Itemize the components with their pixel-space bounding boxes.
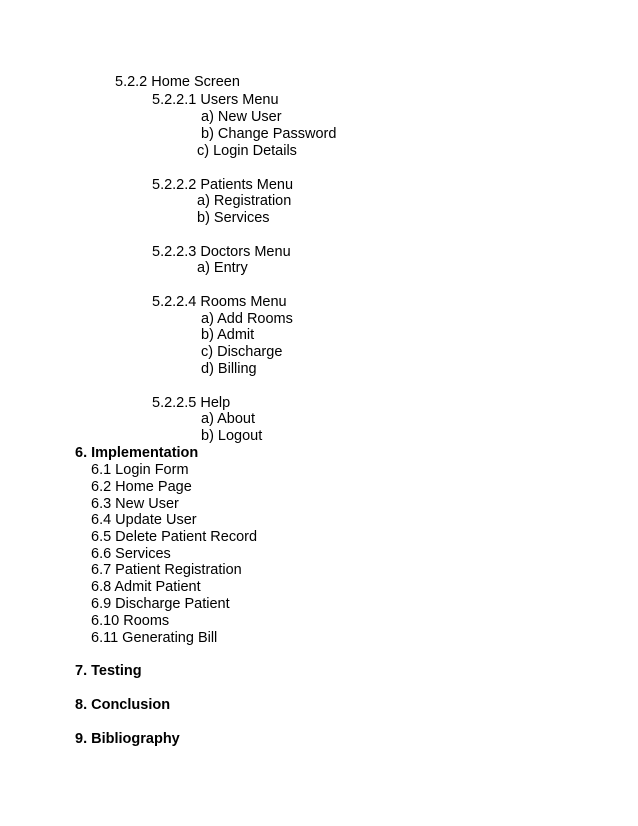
toc-implementation-item: 6.9 Discharge Patient — [91, 596, 230, 612]
toc-users-menu-item: b) Change Password — [201, 126, 337, 142]
toc-patients-menu-item: a) Registration — [197, 193, 292, 209]
toc-home-screen: 5.2.2 Home Screen — [115, 74, 240, 90]
toc-users-menu-item: c) Login Details — [197, 143, 297, 159]
toc-patients-menu: 5.2.2.2 Patients Menu — [152, 177, 294, 193]
toc-implementation-item: 6.4 Update User — [91, 512, 197, 528]
toc-implementation-heading: 6. Implementation — [75, 445, 199, 461]
toc-rooms-menu-item: b) Admit — [201, 327, 255, 343]
toc-rooms-menu-item: a) Add Rooms — [201, 311, 293, 327]
toc-implementation-item: 6.2 Home Page — [91, 479, 192, 495]
toc-implementation-item: 6.7 Patient Registration — [91, 562, 242, 578]
toc-rooms-menu: 5.2.2.4 Rooms Menu — [152, 294, 287, 310]
toc-rooms-menu-item: c) Discharge — [201, 344, 283, 360]
toc-implementation-item: 6.1 Login Form — [91, 462, 189, 478]
toc-implementation-item: 6.6 Services — [91, 546, 171, 562]
toc-testing-heading: 7. Testing — [75, 663, 142, 679]
toc-help-item: a) About — [201, 411, 256, 427]
toc-implementation-item: 6.3 New User — [91, 496, 179, 512]
toc-doctors-menu: 5.2.2.3 Doctors Menu — [152, 244, 291, 260]
toc-rooms-menu-item: d) Billing — [201, 361, 257, 377]
toc-patients-menu-item: b) Services — [197, 210, 270, 226]
toc-implementation-item: 6.10 Rooms — [91, 613, 170, 629]
toc-users-menu-item: a) New User — [201, 109, 282, 125]
toc-doctors-menu-item: a) Entry — [197, 260, 248, 276]
toc-implementation-item: 6.11 Generating Bill — [91, 630, 218, 646]
toc-users-menu: 5.2.2.1 Users Menu — [152, 92, 279, 108]
toc-implementation-item: 6.8 Admit Patient — [91, 579, 201, 595]
toc-bibliography-heading: 9. Bibliography — [75, 731, 180, 747]
toc-implementation-item: 6.5 Delete Patient Record — [91, 529, 258, 545]
toc-help: 5.2.2.5 Help — [152, 395, 231, 411]
toc-conclusion-heading: 8. Conclusion — [75, 697, 171, 713]
toc-help-item: b) Logout — [201, 428, 263, 444]
